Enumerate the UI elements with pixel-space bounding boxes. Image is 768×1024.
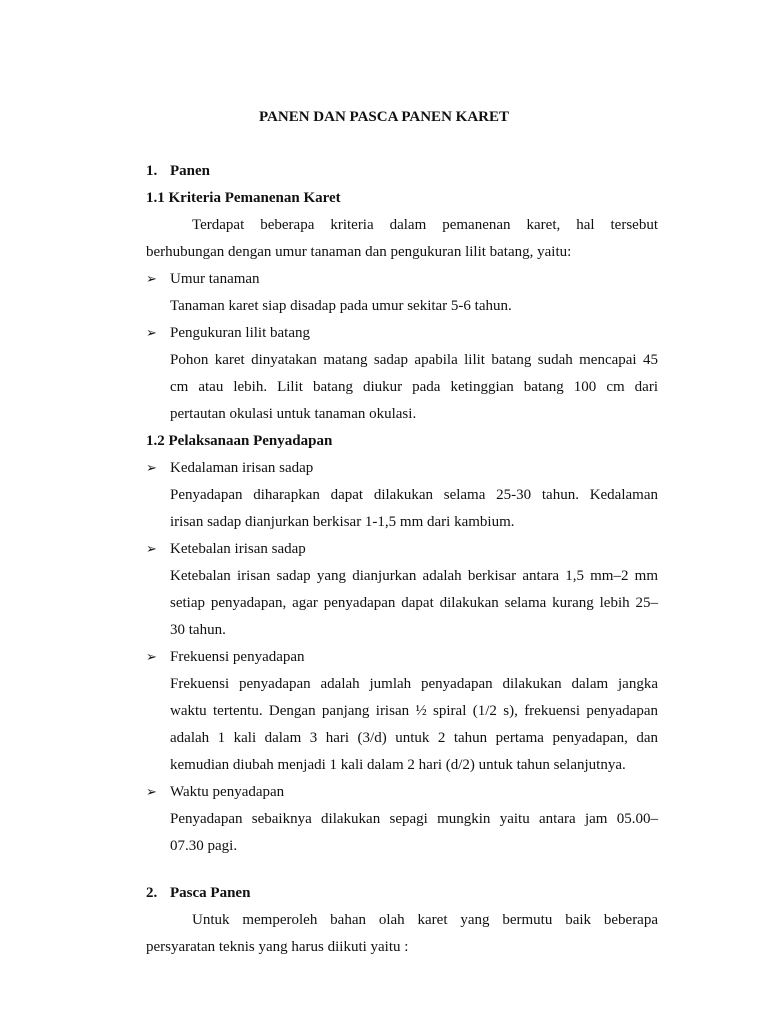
bullet-item-umur-tanaman — [146, 266, 260, 293]
arrow-bullet-icon: ➢ — [146, 542, 157, 557]
arrow-bullet-icon: ➢ — [146, 785, 157, 800]
intro-paragraph-kriteria — [146, 212, 658, 266]
bullet-title: Kedalaman irisan sadap — [170, 460, 314, 476]
arrow-bullet-icon: ➢ — [146, 272, 157, 287]
bullet-body-ketebalan — [170, 563, 658, 644]
body-line: Penyadapan diharapkan dapat dilakukan selama 25-30 tahun. Kedalaman — [170, 487, 658, 503]
body-line: setiap penyadapan, agar penyadapan dapat dilakukan selama kurang lebih 25– — [170, 595, 658, 611]
bullet-body-waktu — [170, 806, 658, 860]
bullet-body-frekuensi — [170, 671, 658, 779]
body-line: 07.30 pagi. — [170, 838, 238, 854]
bullet-body-lilit-batang — [170, 347, 658, 428]
paragraph-line: Untuk memperoleh bahan olah karet yang bermutu baik beberapa — [192, 912, 658, 928]
bullet-title: Pengukuran lilit batang — [170, 325, 310, 341]
body-line: Penyadapan sebaiknya dilakukan sepagi mungkin yaitu antara jam 05.00– — [170, 811, 658, 827]
subsection-heading-kriteria: 1.1 Kriteria Pemanenan Karet — [146, 190, 341, 206]
body-line: Pohon karet dinyatakan matang sadap apabila lilit batang sudah mencapai 45 — [170, 352, 658, 368]
section-heading-panen — [146, 158, 210, 185]
section-heading-pasca-panen — [146, 880, 250, 907]
body-line: kemudian diubah menjadi 1 kali dalam 2 hari (d/2) untuk tahun selanjutnya. — [170, 757, 626, 773]
subsection-heading-pelaksanaan: 1.2 Pelaksanaan Penyadapan — [146, 433, 333, 449]
arrow-bullet-icon: ➢ — [146, 650, 157, 665]
bullet-title: Waktu penyadapan — [170, 784, 285, 800]
body-line: irisan sadap dianjurkan berkisar 1-1,5 mm dari kambium. — [170, 514, 515, 530]
body-line: Ketebalan irisan sadap yang dianjurkan adalah berkisar antara 1,5 mm–2 mm — [170, 568, 658, 584]
bullet-title: Umur tanaman — [170, 271, 260, 287]
bullet-item-ketebalan — [146, 536, 306, 563]
body-line: Tanaman karet siap disadap pada umur sekitar 5-6 tahun. — [170, 298, 512, 314]
section-number: 1. — [146, 163, 158, 179]
intro-paragraph-pasca-panen — [146, 907, 658, 961]
arrow-bullet-icon: ➢ — [146, 326, 157, 341]
arrow-bullet-icon: ➢ — [146, 461, 157, 476]
section-label: Panen — [170, 163, 211, 179]
bullet-item-kedalaman — [146, 455, 313, 482]
bullet-title: Frekuensi penyadapan — [170, 649, 305, 665]
bullet-title: Ketebalan irisan sadap — [170, 541, 306, 557]
bullet-item-frekuensi — [146, 644, 305, 671]
bullet-item-lilit-batang — [146, 320, 310, 347]
body-line: pertautan okulasi untuk tanaman okulasi. — [170, 406, 417, 422]
document-title: PANEN DAN PASCA PANEN KARET — [258, 109, 509, 125]
body-line: cm atau lebih. Lilit batang diukur pada ketinggian batang 100 cm dari — [170, 379, 658, 395]
body-line: Frekuensi penyadapan adalah jumlah penyadapan dilakukan dalam jangka — [170, 676, 658, 692]
paragraph-line: persyaratan teknis yang harus diikuti yaitu : — [146, 939, 409, 955]
paragraph-line: Terdapat beberapa kriteria dalam pemanenan karet, hal tersebut — [192, 217, 658, 233]
body-line: adalah 1 kali dalam 3 hari (3/d) untuk 2 tahun pertama penyadapan, dan — [170, 730, 658, 746]
body-line: waktu tertentu. Dengan panjang irisan ½ spiral (1/2 s), frekuensi penyadapan — [170, 703, 658, 719]
bullet-body-umur-tanaman — [170, 293, 658, 320]
paragraph-line: berhubungan dengan umur tanaman dan pengukuran lilit batang, yaitu: — [146, 244, 572, 260]
bullet-body-kedalaman — [170, 482, 658, 536]
bullet-item-waktu — [146, 779, 284, 806]
section-number: 2. — [146, 885, 158, 901]
section-label: Pasca Panen — [170, 885, 251, 901]
body-line: 30 tahun. — [170, 622, 226, 638]
